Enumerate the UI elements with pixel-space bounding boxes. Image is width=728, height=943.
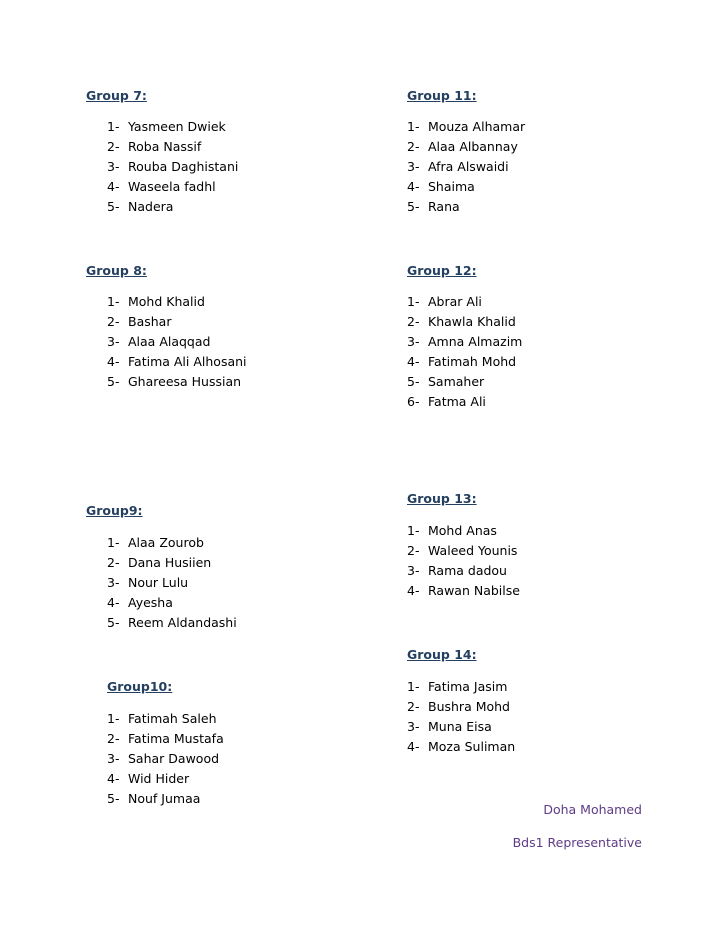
list-item: 4- Waseela fadhl xyxy=(107,179,216,194)
group-8-members xyxy=(107,292,247,392)
list-item: 6- Fatma Ali xyxy=(407,394,486,409)
list-item: 3- Amna Almazim xyxy=(407,334,523,349)
list-item: 1- Mouza Alhamar xyxy=(407,119,526,134)
list-item: 3- Alaa Alaqqad xyxy=(107,334,211,349)
list-item: 3- Afra Alswaidi xyxy=(407,159,509,174)
group-12-heading: Group 12: xyxy=(407,263,477,278)
list-item: 4- Ayesha xyxy=(107,595,173,610)
group-13-members xyxy=(407,521,520,601)
group-14 xyxy=(407,645,516,757)
group-7 xyxy=(86,86,239,217)
group-11-members xyxy=(407,117,526,217)
list-item: 3- Rouba Daghistani xyxy=(107,159,239,174)
group-10 xyxy=(107,677,224,809)
group-14-members xyxy=(407,677,516,757)
group-12 xyxy=(407,261,523,412)
group-11 xyxy=(407,86,526,217)
list-item: 4- Rawan Nabilse xyxy=(407,583,520,598)
list-item: 2- Alaa Albannay xyxy=(407,139,518,154)
list-item: 4- Wid Hider xyxy=(107,771,190,786)
list-item: 2- Bushra Mohd xyxy=(407,699,510,714)
list-item: 1- Alaa Zourob xyxy=(107,535,204,550)
list-item: 2- Dana Husiien xyxy=(107,555,212,570)
list-item: 4- Fatima Ali Alhosani xyxy=(107,354,247,369)
list-item: 3- Nour Lulu xyxy=(107,575,189,590)
list-item: 1- Fatimah Saleh xyxy=(107,711,217,726)
group-10-members xyxy=(107,709,224,809)
list-item: 1- Mohd Khalid xyxy=(107,294,205,309)
list-item: 1- Fatima Jasim xyxy=(407,679,508,694)
group-8 xyxy=(86,261,247,392)
list-item: 5- Rana xyxy=(407,199,460,214)
list-item: 5- Samaher xyxy=(407,374,485,389)
list-item: 4- Shaima xyxy=(407,179,475,194)
group-9-heading: Group9: xyxy=(86,503,143,518)
group-13 xyxy=(407,489,520,601)
list-item: 4- Fatimah Mohd xyxy=(407,354,517,369)
list-item: 5- Reem Aldandashi xyxy=(107,615,237,630)
list-item: 2- Roba Nassif xyxy=(107,139,202,154)
list-item: 2- Waleed Younis xyxy=(407,543,518,558)
list-item: 1- Mohd Anas xyxy=(407,523,497,538)
list-item: 2- Khawla Khalid xyxy=(407,314,516,329)
group-11-heading: Group 11: xyxy=(407,88,477,103)
signature-name: Doha Mohamed xyxy=(543,802,642,817)
list-item: 2- Fatima Mustafa xyxy=(107,731,224,746)
group-9-members xyxy=(107,533,237,633)
group-14-heading: Group 14: xyxy=(407,647,477,662)
signature-role: Bds1 Representative xyxy=(512,835,642,850)
group-9 xyxy=(86,501,237,633)
list-item: 3- Muna Eisa xyxy=(407,719,492,734)
list-item: 4- Moza Suliman xyxy=(407,739,516,754)
group-12-members xyxy=(407,292,523,412)
list-item: 5- Ghareesa Hussian xyxy=(107,374,242,389)
list-item: 1- Yasmeen Dwiek xyxy=(107,119,226,134)
list-item: 2- Bashar xyxy=(107,314,172,329)
list-item: 5- Nouf Jumaa xyxy=(107,791,201,806)
group-13-heading: Group 13: xyxy=(407,491,477,506)
list-item: 5- Nadera xyxy=(107,199,174,214)
list-item: 3- Sahar Dawood xyxy=(107,751,220,766)
group-7-members xyxy=(107,117,239,217)
group-10-heading: Group10: xyxy=(107,679,173,694)
list-item: 3- Rama dadou xyxy=(407,563,507,578)
list-item: 1- Abrar Ali xyxy=(407,294,482,309)
group-7-heading: Group 7: xyxy=(86,88,147,103)
group-8-heading: Group 8: xyxy=(86,263,147,278)
